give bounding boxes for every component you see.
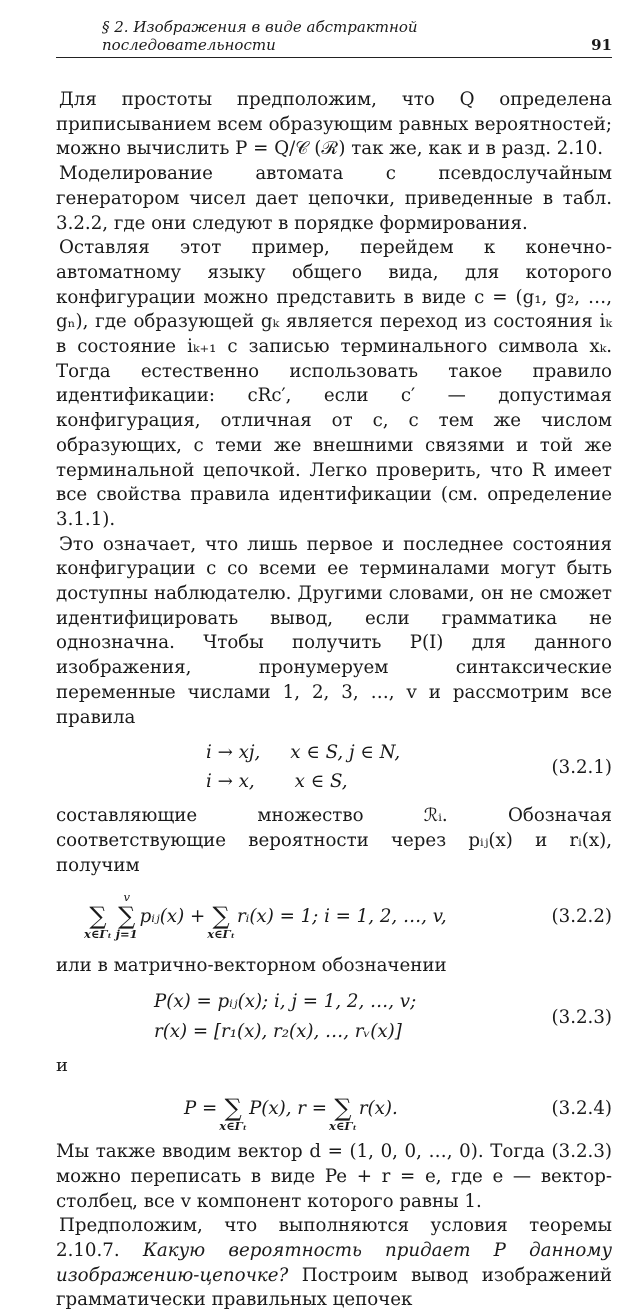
sum-symbol: ∑ x∈Γₜ <box>207 901 235 941</box>
eq324-left: P = <box>184 1097 218 1119</box>
eq323-row1: P(x) = pᵢⱼ(x); i, j = 1, 2, …, v; <box>154 991 417 1013</box>
eq321-row2-rule: i → x, <box>206 771 255 793</box>
running-header <box>56 18 612 58</box>
eq322-term2: rᵢ(x) = 1; i = 1, 2, …, v, <box>236 905 447 927</box>
paragraph-8-question: Какую вероятность придает P данному изображению-цепочке? <box>56 1239 612 1286</box>
paragraph-8 <box>56 1214 612 1313</box>
eq324-right: r(x). <box>358 1097 398 1119</box>
eq322-term1: pᵢⱼ(x) + <box>139 905 206 927</box>
equation-label: (3.2.4) <box>551 1097 612 1119</box>
equation-3-2-2 <box>56 892 612 940</box>
equation-label: (3.2.1) <box>551 756 612 778</box>
conjunction-and: и <box>56 1055 68 1077</box>
paragraph-4: Это означает, что лишь первое и последнее состояния конфигурации c со всеми ее терминалами могут быть доступны наблюдателю. Другими словами, он не сможет идентифицировать вывод, если грамматика не однозначна. Чтобы получить P(I) для данного изображения, пронумеруем синтаксические переменные числами 1, 2, 3, …, v и рассмотрим все правила <box>56 533 612 728</box>
paragraph-8-rest: Построим вывод изображений грамматически правильных цепочек <box>56 1264 612 1311</box>
equation-3-2-3 <box>56 987 612 1047</box>
paragraph-6: или в матрично-векторном обозначении <box>56 955 447 977</box>
sum-symbol: ∑ x∈Γₜ <box>84 901 112 941</box>
equation-3-2-1 <box>56 738 612 796</box>
eq321-row1-rule: i → xj, <box>206 742 261 764</box>
eq321-row1-cond: x ∈ S, j ∈ N, <box>290 742 401 764</box>
equation-label: (3.2.3) <box>551 1006 612 1028</box>
paragraph-8-text: Предположим, что выполняются условия теоремы 2.10.7. <box>56 1215 612 1261</box>
equation-3-2-4 <box>56 1084 612 1132</box>
sum-symbol: ∑ x∈Γₜ <box>329 1093 357 1133</box>
paragraph-7: Мы также вводим вектор d = (1, 0, 0, …, 0). Тогда (3.2.3) можно переписать в виде Pe + r = e, где e — вектор-столбец, все v компонент которого равны 1. <box>56 1141 612 1212</box>
paragraph-3: Оставляя этот пример, перейдем к конечно-автоматному языку общего вида, для которого конфигурации можно представить в виде c = (g₁, g₂, …, gₙ), где образующей gₖ является переход из состояния iₖ в состояние iₖ₊₁ с записью терминального символа xₖ. Тогда естественно использовать такое правило идентификации: cRc′, если c′ — допустимая конфигурация, отличная от c, с тем же числом образующих, с теми же внешними связями и той же терминальной цепочкой. Легко проверить, что R имеет все свойства правила идентификации (см. определение 3.1.1). <box>56 237 612 530</box>
eq324-mid: P(x), r = <box>249 1097 328 1119</box>
paragraph-2: Моделирование автомата с псевдослучайным генератором чисел дает цепочки, приведенные в табл. 3.2.2, где они следуют в порядке формирования. <box>56 163 612 234</box>
sum-symbol: ∑ x∈Γₜ <box>219 1093 248 1133</box>
equation-label: (3.2.2) <box>551 905 612 927</box>
paragraph-1: Для простоты предположим, что Q определена приписыванием всем образующим равных вероятностей; можно вычислить P = Q/𝒞 (ℛ) так же, как и в разд. 2.10. <box>56 89 612 160</box>
header-title: § 2. Изображения в виде абстрактной последовательности <box>102 18 418 54</box>
sum-symbol: v ∑ j=1 <box>115 890 138 941</box>
book-page <box>56 18 612 1313</box>
page-number: 91 <box>591 36 612 54</box>
eq321-row2-cond: x ∈ S, <box>294 771 348 793</box>
eq323-row2: r(x) = [r₁(x), r₂(x), …, rᵥ(x)] <box>154 1021 402 1043</box>
paragraph-5: составляющие множество ℛᵢ. Обозначая соответствующие вероятности через pᵢⱼ(x) и rᵢ(x), получим <box>56 805 612 876</box>
